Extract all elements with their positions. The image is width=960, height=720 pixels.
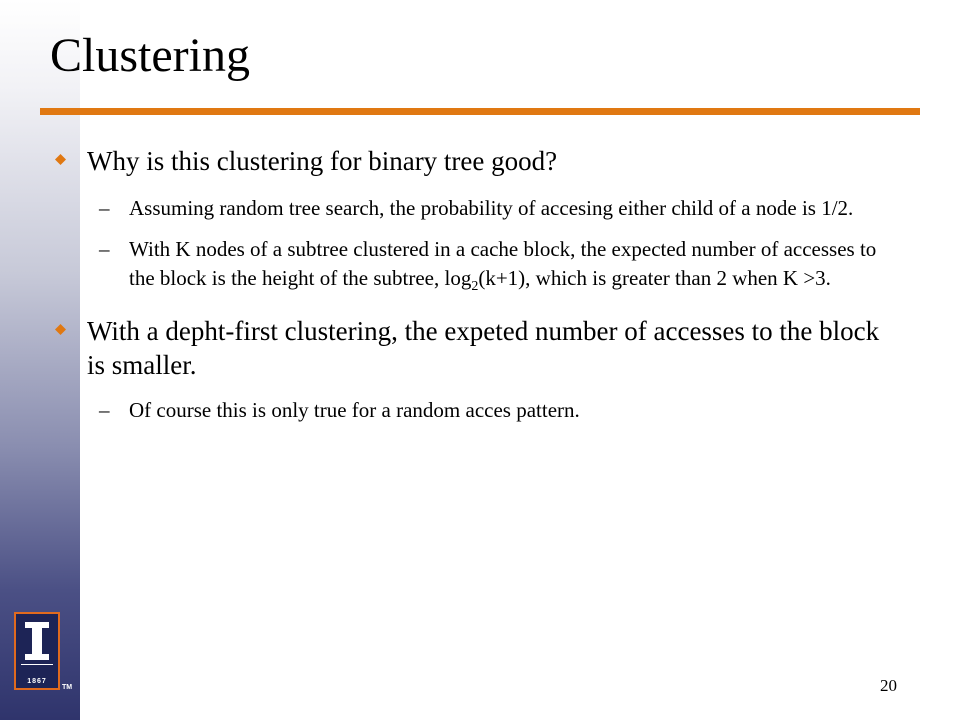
dash-marker: – <box>99 196 110 220</box>
bullet-text: With a depht-first clustering, the expeted number of accesses to the block is smaller. <box>87 316 880 381</box>
block-i-icon <box>16 614 58 676</box>
sub-bullet-item <box>40 235 900 301</box>
sub-bullet-text: Of course this is only true for a random acces pattern. <box>129 398 580 423</box>
sub-bullet-item <box>40 396 900 425</box>
logo-year: 1867 <box>27 678 47 685</box>
bullet-item <box>40 144 900 178</box>
diamond-bullet-icon <box>55 154 66 165</box>
log-base-subscript: 2 <box>471 279 479 295</box>
sub-bullet-text-post: (k+1), which is greater than 2 when K >3. <box>478 266 831 290</box>
sub-bullet-item <box>40 194 900 223</box>
dash-marker: – <box>99 398 110 423</box>
sub-bullet-text: Assuming random tree search, the probability of accesing either child of a node is 1/2. <box>129 196 854 220</box>
university-logo <box>14 612 60 690</box>
bullet-text: Why is this clustering for binary tree good? <box>87 146 558 176</box>
sub-bullet-text-pre: With K nodes of a subtree clustered in a cache block, the expected number of accesses to the block is the height of the subtree, log <box>129 237 877 290</box>
diamond-bullet-icon <box>55 324 66 335</box>
slide-content <box>40 140 900 425</box>
trademark-label: TM <box>62 684 73 691</box>
bullet-item <box>40 314 900 382</box>
dash-marker: – <box>99 237 110 261</box>
title-underline <box>40 108 920 115</box>
slide-title: Clustering <box>50 29 250 82</box>
sub-bullet-text <box>129 237 877 295</box>
page-number: 20 <box>880 676 897 695</box>
